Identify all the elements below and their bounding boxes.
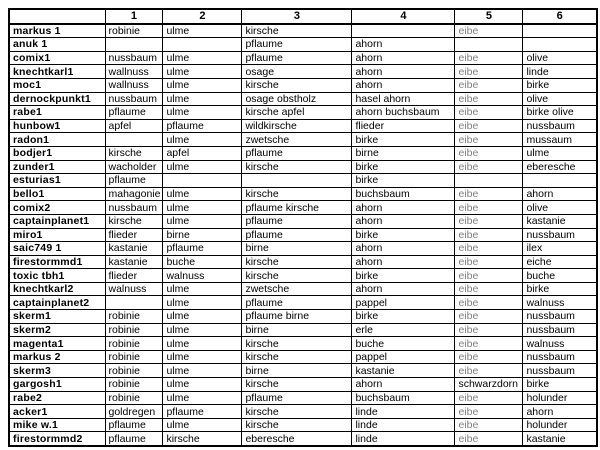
cell: kastanie [523, 214, 597, 228]
cell: pflaume [242, 51, 352, 65]
results-sheet [8, 8, 598, 447]
row-name: comix2 [9, 201, 105, 215]
cell: eibe [455, 65, 523, 79]
cell: eibe [455, 160, 523, 174]
cell: ulme [163, 296, 242, 310]
row-name: captainplanet1 [9, 214, 105, 228]
cell [455, 174, 523, 188]
cell: pflaume [163, 405, 242, 419]
cell: buche [352, 337, 455, 351]
cell: schwarzdorn [455, 378, 523, 392]
cell: birke [523, 78, 597, 92]
column-header-2: 2 [163, 9, 242, 24]
cell: walnuss [523, 296, 597, 310]
cell: ahorn [352, 282, 455, 296]
row-name: bello1 [9, 187, 105, 201]
cell: robinie [105, 391, 163, 405]
cell: pflaume [105, 106, 163, 120]
table-row [9, 146, 597, 160]
cell: kirsche [242, 405, 352, 419]
table-row [9, 269, 597, 283]
cell: ahorn buchsbaum [352, 106, 455, 120]
table-row [9, 106, 597, 120]
cell: ulme [163, 133, 242, 147]
cell: eibe [455, 133, 523, 147]
cell: hasel ahorn [352, 92, 455, 106]
cell: birke [352, 228, 455, 242]
cell: eibe [455, 51, 523, 65]
cell: kirsche apfel [242, 106, 352, 120]
row-name: markus 2 [9, 350, 105, 364]
cell: ahorn [352, 214, 455, 228]
cell: eibe [455, 119, 523, 133]
table-row [9, 418, 597, 432]
table-row [9, 38, 597, 52]
cell: robinie [105, 378, 163, 392]
cell [242, 174, 352, 188]
row-name: acker1 [9, 405, 105, 419]
corner-cell [9, 9, 105, 24]
table-row [9, 378, 597, 392]
cell: nussbaum [105, 51, 163, 65]
cell: walnuss [523, 337, 597, 351]
cell: eibe [455, 228, 523, 242]
cell [523, 24, 597, 38]
table-row [9, 214, 597, 228]
cell: eibe [455, 92, 523, 106]
cell: linde [352, 432, 455, 446]
cell: pflaume [242, 214, 352, 228]
row-name: captainplanet2 [9, 296, 105, 310]
cell: eibe [455, 242, 523, 256]
cell: kirsche [163, 432, 242, 446]
cell: nussbaum [523, 310, 597, 324]
cell: birke [352, 133, 455, 147]
table-row [9, 337, 597, 351]
cell: kirsche [242, 255, 352, 269]
table-row [9, 364, 597, 378]
table-row [9, 405, 597, 419]
cell: robinie [105, 310, 163, 324]
cell: pflaume [242, 38, 352, 52]
table-row [9, 92, 597, 106]
table-row [9, 282, 597, 296]
row-name: hunbow1 [9, 119, 105, 133]
table-row [9, 350, 597, 364]
cell: ahorn [352, 255, 455, 269]
cell: robinie [105, 350, 163, 364]
row-name: markus 1 [9, 24, 105, 38]
cell: ulme [163, 106, 242, 120]
cell: nussbaum [105, 92, 163, 106]
cell: eibe [455, 146, 523, 160]
cell: eibe [455, 432, 523, 446]
cell: pflaume [105, 418, 163, 432]
cell: olive [523, 92, 597, 106]
cell: robinie [105, 323, 163, 337]
cell: kastanie [105, 242, 163, 256]
cell [352, 24, 455, 38]
cell: zwetsche [242, 282, 352, 296]
cell: kastanie [105, 255, 163, 269]
cell: eibe [455, 350, 523, 364]
cell: ulme [163, 78, 242, 92]
cell: pflaume kirsche [242, 201, 352, 215]
row-name: dernockpunkt1 [9, 92, 105, 106]
row-name: esturias1 [9, 174, 105, 188]
cell: ulme [163, 337, 242, 351]
cell [105, 38, 163, 52]
cell: eibe [455, 269, 523, 283]
cell: mussaum [523, 133, 597, 147]
row-name: anuk 1 [9, 38, 105, 52]
cell: birke [523, 378, 597, 392]
cell: buchsbaum [352, 187, 455, 201]
cell: pflaume [242, 228, 352, 242]
row-name: firestormmd2 [9, 432, 105, 446]
header-row [9, 9, 597, 24]
cell: ulme [163, 391, 242, 405]
column-header-6: 6 [523, 9, 597, 24]
cell: pflaume [242, 146, 352, 160]
table-row [9, 133, 597, 147]
cell: birne [242, 364, 352, 378]
cell: eibe [455, 255, 523, 269]
cell: ahorn [352, 65, 455, 79]
cell: buchsbaum [352, 391, 455, 405]
row-name: magenta1 [9, 337, 105, 351]
cell: ahorn [352, 51, 455, 65]
cell: kastanie [352, 364, 455, 378]
cell: ahorn [352, 201, 455, 215]
cell [523, 174, 597, 188]
cell: pflaume [105, 432, 163, 446]
cell: pappel [352, 296, 455, 310]
cell: linde [523, 65, 597, 79]
cell: olive [523, 201, 597, 215]
cell: ulme [163, 214, 242, 228]
row-name: rabe2 [9, 391, 105, 405]
cell: robinie [105, 364, 163, 378]
cell: holunder [523, 418, 597, 432]
cell: pflaume [163, 119, 242, 133]
cell: ahorn [352, 242, 455, 256]
cell: nussbaum [523, 119, 597, 133]
cell: ulme [163, 51, 242, 65]
table-row [9, 78, 597, 92]
cell: eibe [455, 282, 523, 296]
row-name: skerm1 [9, 310, 105, 324]
cell: kirsche [242, 78, 352, 92]
cell: ulme [163, 92, 242, 106]
cell: birne [163, 228, 242, 242]
cell: ulme [163, 160, 242, 174]
row-name: firestormmd1 [9, 255, 105, 269]
cell: flieder [105, 269, 163, 283]
cell: ulme [163, 378, 242, 392]
cell: holunder [523, 391, 597, 405]
cell: pappel [352, 350, 455, 364]
cell: goldregen [105, 405, 163, 419]
cell: birke [352, 269, 455, 283]
row-name: bodjer1 [9, 146, 105, 160]
cell: olive [523, 51, 597, 65]
row-name: saic749 1 [9, 242, 105, 256]
cell: nussbaum [523, 364, 597, 378]
cell: eibe [455, 337, 523, 351]
cell: ulme [163, 310, 242, 324]
column-header-3: 3 [242, 9, 352, 24]
table-row [9, 323, 597, 337]
cell: birne [242, 242, 352, 256]
cell: flieder [105, 228, 163, 242]
cell: ulme [163, 187, 242, 201]
cell: apfel [105, 119, 163, 133]
row-name: miro1 [9, 228, 105, 242]
cell: kirsche [242, 24, 352, 38]
table-row [9, 432, 597, 446]
cell: eibe [455, 364, 523, 378]
cell: kirsche [242, 418, 352, 432]
table-body [9, 24, 597, 446]
table-row [9, 255, 597, 269]
table-row [9, 174, 597, 188]
row-name: knechtkarl2 [9, 282, 105, 296]
cell: flieder [352, 119, 455, 133]
column-header-5: 5 [455, 9, 523, 24]
row-name: toxic tbh1 [9, 269, 105, 283]
cell [163, 174, 242, 188]
table-row [9, 119, 597, 133]
row-name: mike w.1 [9, 418, 105, 432]
cell: ulme [523, 146, 597, 160]
cell: kirsche [242, 187, 352, 201]
cell: ulme [163, 364, 242, 378]
cell: birke olive [523, 106, 597, 120]
row-name: comix1 [9, 51, 105, 65]
cell: ahorn [352, 378, 455, 392]
cell: eibe [455, 418, 523, 432]
cell: eberesche [523, 160, 597, 174]
cell: eibe [455, 24, 523, 38]
row-name: rabe1 [9, 106, 105, 120]
cell: wallnuss [105, 65, 163, 79]
cell [105, 133, 163, 147]
cell: pflaume [105, 174, 163, 188]
cell: pflaume [163, 242, 242, 256]
cell: ahorn [352, 78, 455, 92]
cell: zwetsche [242, 133, 352, 147]
cell: ulme [163, 323, 242, 337]
cell: ahorn [352, 38, 455, 52]
table-row [9, 160, 597, 174]
cell: kastanie [523, 432, 597, 446]
cell: eiche [523, 255, 597, 269]
cell: ahorn [523, 187, 597, 201]
table-row [9, 201, 597, 215]
cell: kirsche [242, 350, 352, 364]
cell: birke [523, 282, 597, 296]
cell: erle [352, 323, 455, 337]
cell: kirsche [105, 146, 163, 160]
cell: osage obstholz [242, 92, 352, 106]
cell: eibe [455, 78, 523, 92]
cell: nussbaum [523, 228, 597, 242]
cell: birke [352, 160, 455, 174]
cell [105, 296, 163, 310]
row-name: skerm2 [9, 323, 105, 337]
row-name: radon1 [9, 133, 105, 147]
cell: eibe [455, 323, 523, 337]
cell: kirsche [242, 337, 352, 351]
cell: osage [242, 65, 352, 79]
cell: ulme [163, 24, 242, 38]
cell: eibe [455, 187, 523, 201]
cell: ilex [523, 242, 597, 256]
cell: birne [352, 146, 455, 160]
cell: mahagonie [105, 187, 163, 201]
column-header-1: 1 [105, 9, 163, 24]
cell: eibe [455, 405, 523, 419]
cell: eibe [455, 310, 523, 324]
cell [523, 38, 597, 52]
cell: eberesche [242, 432, 352, 446]
cell: ulme [163, 65, 242, 79]
table-row [9, 51, 597, 65]
cell: wacholder [105, 160, 163, 174]
cell [455, 38, 523, 52]
cell: linde [352, 418, 455, 432]
table-row [9, 242, 597, 256]
cell: ulme [163, 350, 242, 364]
table-row [9, 187, 597, 201]
cell: eibe [455, 106, 523, 120]
cell: robinie [105, 24, 163, 38]
cell: apfel [163, 146, 242, 160]
cell: eibe [455, 214, 523, 228]
cell: kirsche [105, 214, 163, 228]
cell: pflaume [242, 391, 352, 405]
cell: walnuss [105, 282, 163, 296]
cell: robinie [105, 337, 163, 351]
cell: ulme [163, 201, 242, 215]
row-name: zunder1 [9, 160, 105, 174]
table-row [9, 296, 597, 310]
cell: pflaume birne [242, 310, 352, 324]
cell: nussbaum [523, 323, 597, 337]
cell: eibe [455, 296, 523, 310]
cell: kirsche [242, 160, 352, 174]
cell: wallnuss [105, 78, 163, 92]
row-name: skerm3 [9, 364, 105, 378]
table-row [9, 391, 597, 405]
column-header-4: 4 [352, 9, 455, 24]
cell: nussbaum [105, 201, 163, 215]
cell: eibe [455, 201, 523, 215]
table-row [9, 24, 597, 38]
cell: birke [352, 174, 455, 188]
table-row [9, 228, 597, 242]
table-row [9, 65, 597, 79]
results-table [8, 8, 598, 447]
cell: kirsche [242, 269, 352, 283]
cell: pflaume [242, 296, 352, 310]
cell: eibe [455, 391, 523, 405]
cell: ahorn [523, 405, 597, 419]
cell: linde [352, 405, 455, 419]
cell [163, 38, 242, 52]
cell: birke [352, 310, 455, 324]
cell: ulme [163, 418, 242, 432]
cell: wildkirsche [242, 119, 352, 133]
row-name: moc1 [9, 78, 105, 92]
cell: birne [242, 323, 352, 337]
cell: walnuss [163, 269, 242, 283]
cell: buche [523, 269, 597, 283]
cell: buche [163, 255, 242, 269]
cell: nussbaum [523, 350, 597, 364]
row-name: gargosh1 [9, 378, 105, 392]
row-name: knechtkarl1 [9, 65, 105, 79]
cell: kirsche [242, 378, 352, 392]
cell: ulme [163, 282, 242, 296]
table-row [9, 310, 597, 324]
